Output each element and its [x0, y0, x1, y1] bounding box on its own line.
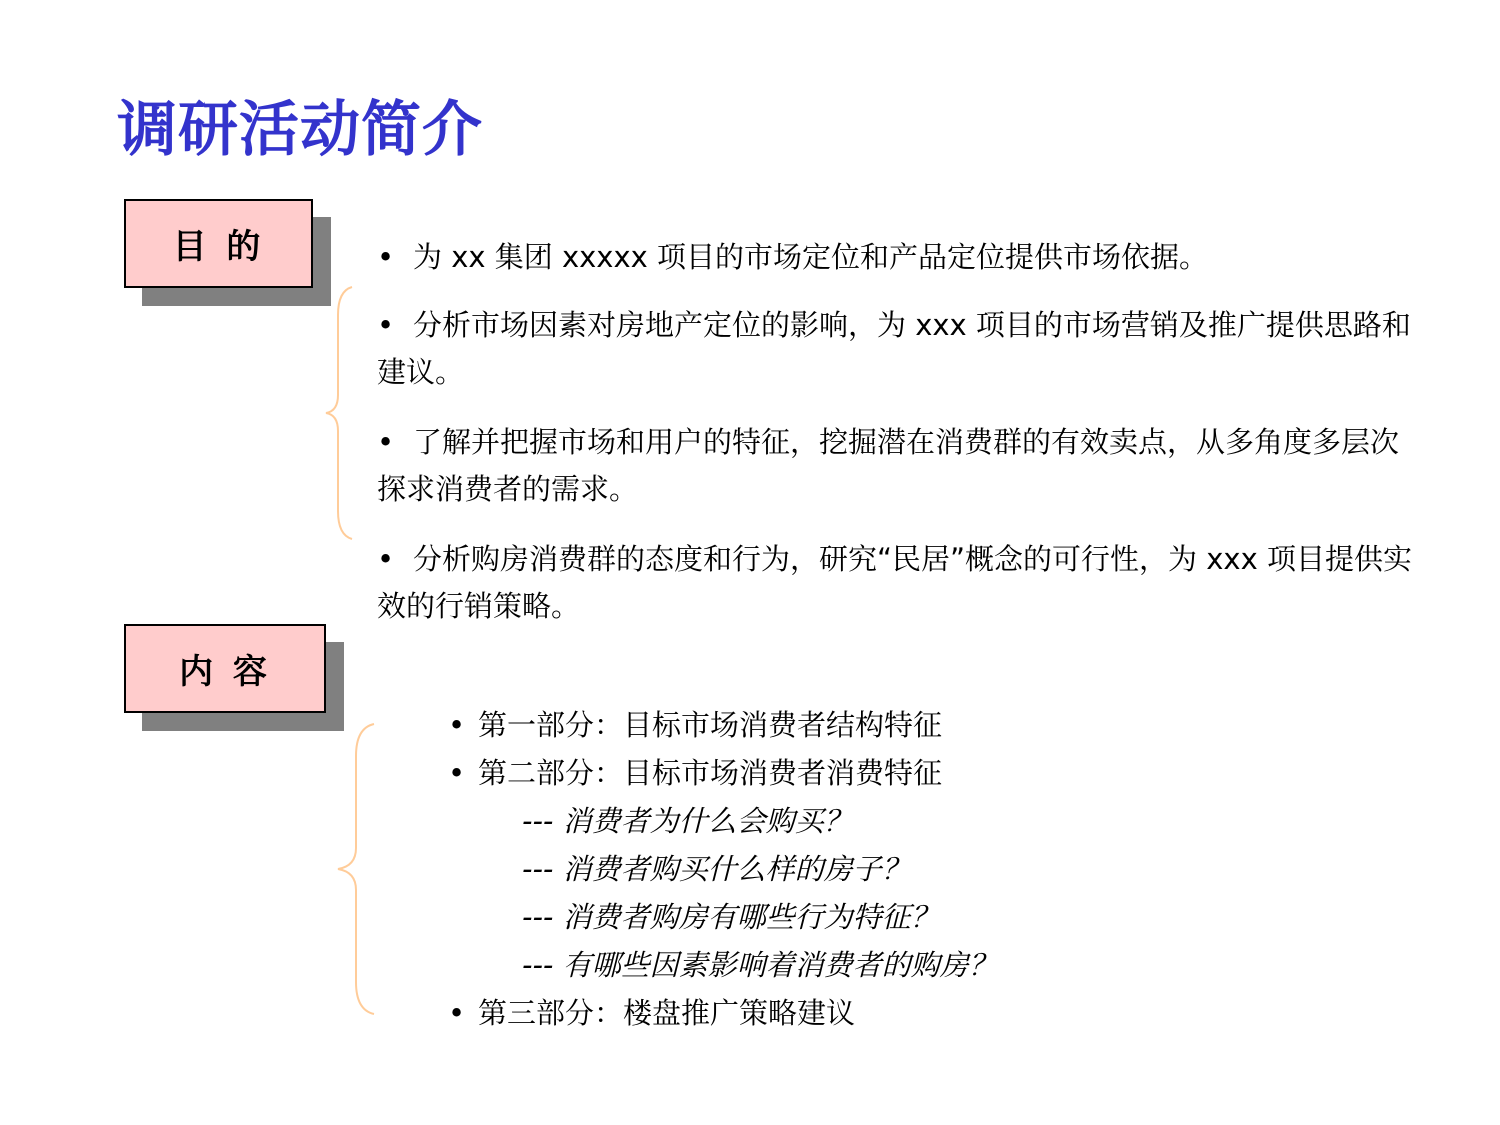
page-title: 调研活动简介 [117, 95, 483, 165]
content-subitem: --- 有哪些因素影响着消费者的购房？ [522, 948, 998, 982]
content-part: • 第一部分：目标市场消费者结构特征 [448, 708, 943, 742]
purpose-bullet: • 为 xx 集团 xxxxx 项目的市场定位和产品定位提供市场依据。 [377, 240, 1209, 274]
purpose-bullet: • 分析购房消费群的态度和行为，研究“民居”概念的可行性，为 xxx 项目提供实效的行销策略。 [377, 542, 1412, 623]
content-part: • 第三部分：楼盘推广策略建议 [448, 996, 856, 1030]
content-subitem: --- 消费者购买什么样的房子？ [522, 852, 911, 886]
purpose-label: 目 的 [124, 199, 313, 288]
purpose-brace-icon [320, 285, 360, 541]
purpose-bullet: • 了解并把握市场和用户的特征，挖掘潜在消费群的有效卖点，从多角度多层次探求消费者的需求。 [377, 425, 1400, 506]
content-brace-icon [330, 722, 380, 1016]
content-label: 内 容 [124, 624, 326, 713]
content-subitem: --- 消费者购房有哪些行为特征？ [522, 900, 940, 934]
content-subitem: --- 消费者为什么会购买？ [522, 804, 853, 838]
purpose-bullet: • 分析市场因素对房地产定位的影响，为 xxx 项目的市场营销及推广提供思路和建议。 [377, 308, 1411, 389]
content-part: • 第二部分：目标市场消费者消费特征 [448, 756, 943, 790]
